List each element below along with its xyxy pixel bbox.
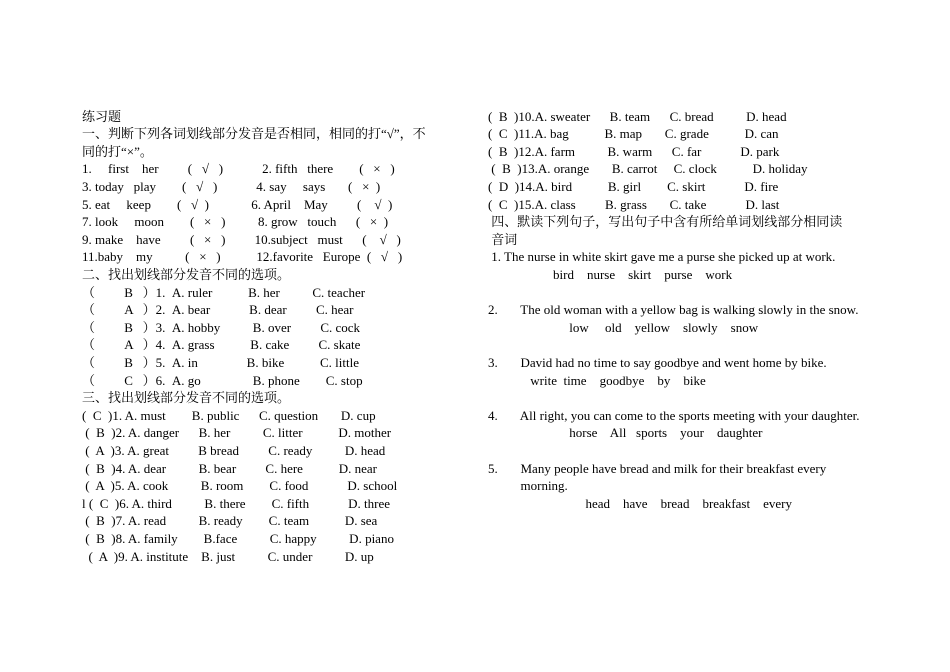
right-column-line: head have bread breakfast every <box>488 495 792 511</box>
right-column-line: ( B )12.A. farm B. warm C. far D. park <box>488 143 780 159</box>
right-column-line: low old yellow slowly snow <box>488 319 759 335</box>
right-column-line: ( C )11.A. bag B. map C. grade D. can <box>488 126 779 142</box>
left-column-line: （ B ）1. A. ruler B. her C. teacher <box>82 284 366 300</box>
left-column-line: 3. today play ( √ ) 4. say says ( × ) <box>82 178 381 194</box>
left-column-line: ( B )4. A. dear B. bear C. here D. near <box>82 460 377 476</box>
left-column-line: 7. look moon ( × ) 8. grow touch ( × ) <box>82 214 389 230</box>
right-column-line: bird nurse skirt purse work <box>488 266 733 282</box>
left-column-line: ( C )1. A. must B. public C. question D. cup <box>82 407 376 423</box>
right-column-line: morning. <box>488 478 568 494</box>
left-column-line: 5. eat keep ( √ ) 6. April May ( √ ) <box>82 196 393 212</box>
left-column-line: ( A )3. A. great B bread C. ready D. head <box>82 442 386 458</box>
left-column-line: 二、找出划线部分发音不同的选项。 <box>82 266 291 282</box>
left-column-line: （ C ）6. A. go B. phone C. stop <box>82 372 363 388</box>
right-column-line: ( B )13.A. orange B. carrot C. clock D. holiday <box>488 161 808 177</box>
left-column-line: ( A )9. A. institute B. just C. under D. up <box>82 548 374 564</box>
left-column-line: l ( C )6. A. third B. there C. fifth D. three <box>82 495 390 511</box>
left-column-line: ( B )7. A. read B. ready C. team D. sea <box>82 513 378 529</box>
left-column-line: ( A )5. A. cook B. room C. food D. school <box>82 478 398 494</box>
left-column-line: 三、找出划线部分发音不同的选项。 <box>82 390 291 406</box>
right-column-line: 1. The nurse in white skirt gave me a purse she picked up at work. <box>488 249 836 265</box>
right-column-line: 5. Many people have bread and milk for their breakfast every <box>488 460 827 476</box>
left-column-line: 练习题 <box>82 108 122 124</box>
left-column-line: （ A ）2. A. bear B. dear C. hear <box>82 302 354 318</box>
right-column-line: ( D )14.A. bird B. girl C. skirt D. fire <box>488 178 779 194</box>
left-column-line: 同的打“×”。 <box>82 143 153 159</box>
left-column-line: 1. first her ( √ ) 2. fifth there ( × ) <box>82 161 395 177</box>
right-column-line: 音词 <box>488 231 518 247</box>
left-column-line: （ B ）5. A. in B. bike C. little <box>82 354 359 370</box>
right-column-line: 4. All right, you can come to the sports meeting with your daughter. <box>488 407 860 423</box>
right-column-line: horse All sports your daughter <box>488 425 763 441</box>
right-column-line: write time goodbye by bike <box>488 372 706 388</box>
right-column-line: 2. The old woman with a yellow bag is walking slowly in the snow. <box>488 302 859 318</box>
right-column-line: 3. David had no time to say goodbye and went home by bike. <box>488 354 827 370</box>
right-column-line: ( C )15.A. class B. grass C. take D. last <box>488 196 780 212</box>
left-column-line: 11.baby my ( × ) 12.favorite Europe ( √ ) <box>82 249 403 265</box>
left-column-line: （ B ）3. A. hobby B. over C. cock <box>82 319 361 335</box>
left-column-line: ( B )8. A. family B.face C. happy D. piano <box>82 530 394 546</box>
right-column-line: 四、默读下列句子，写出句子中含有所给单词划线部分相同读 <box>488 214 843 230</box>
left-column-line: 一、判断下列各词划线部分发音是否相同，相同的打“√”，不 <box>82 126 426 142</box>
right-column-line: ( B )10.A. sweater B. team C. bread D. head <box>488 108 787 124</box>
left-column-line: 9. make have ( × ) 10.subject must ( √ ) <box>82 231 401 247</box>
left-column-line: ( B )2. A. danger B. her C. litter D. mother <box>82 425 392 441</box>
left-column-line: （ A ）4. A. grass B. cake C. skate <box>82 337 361 353</box>
